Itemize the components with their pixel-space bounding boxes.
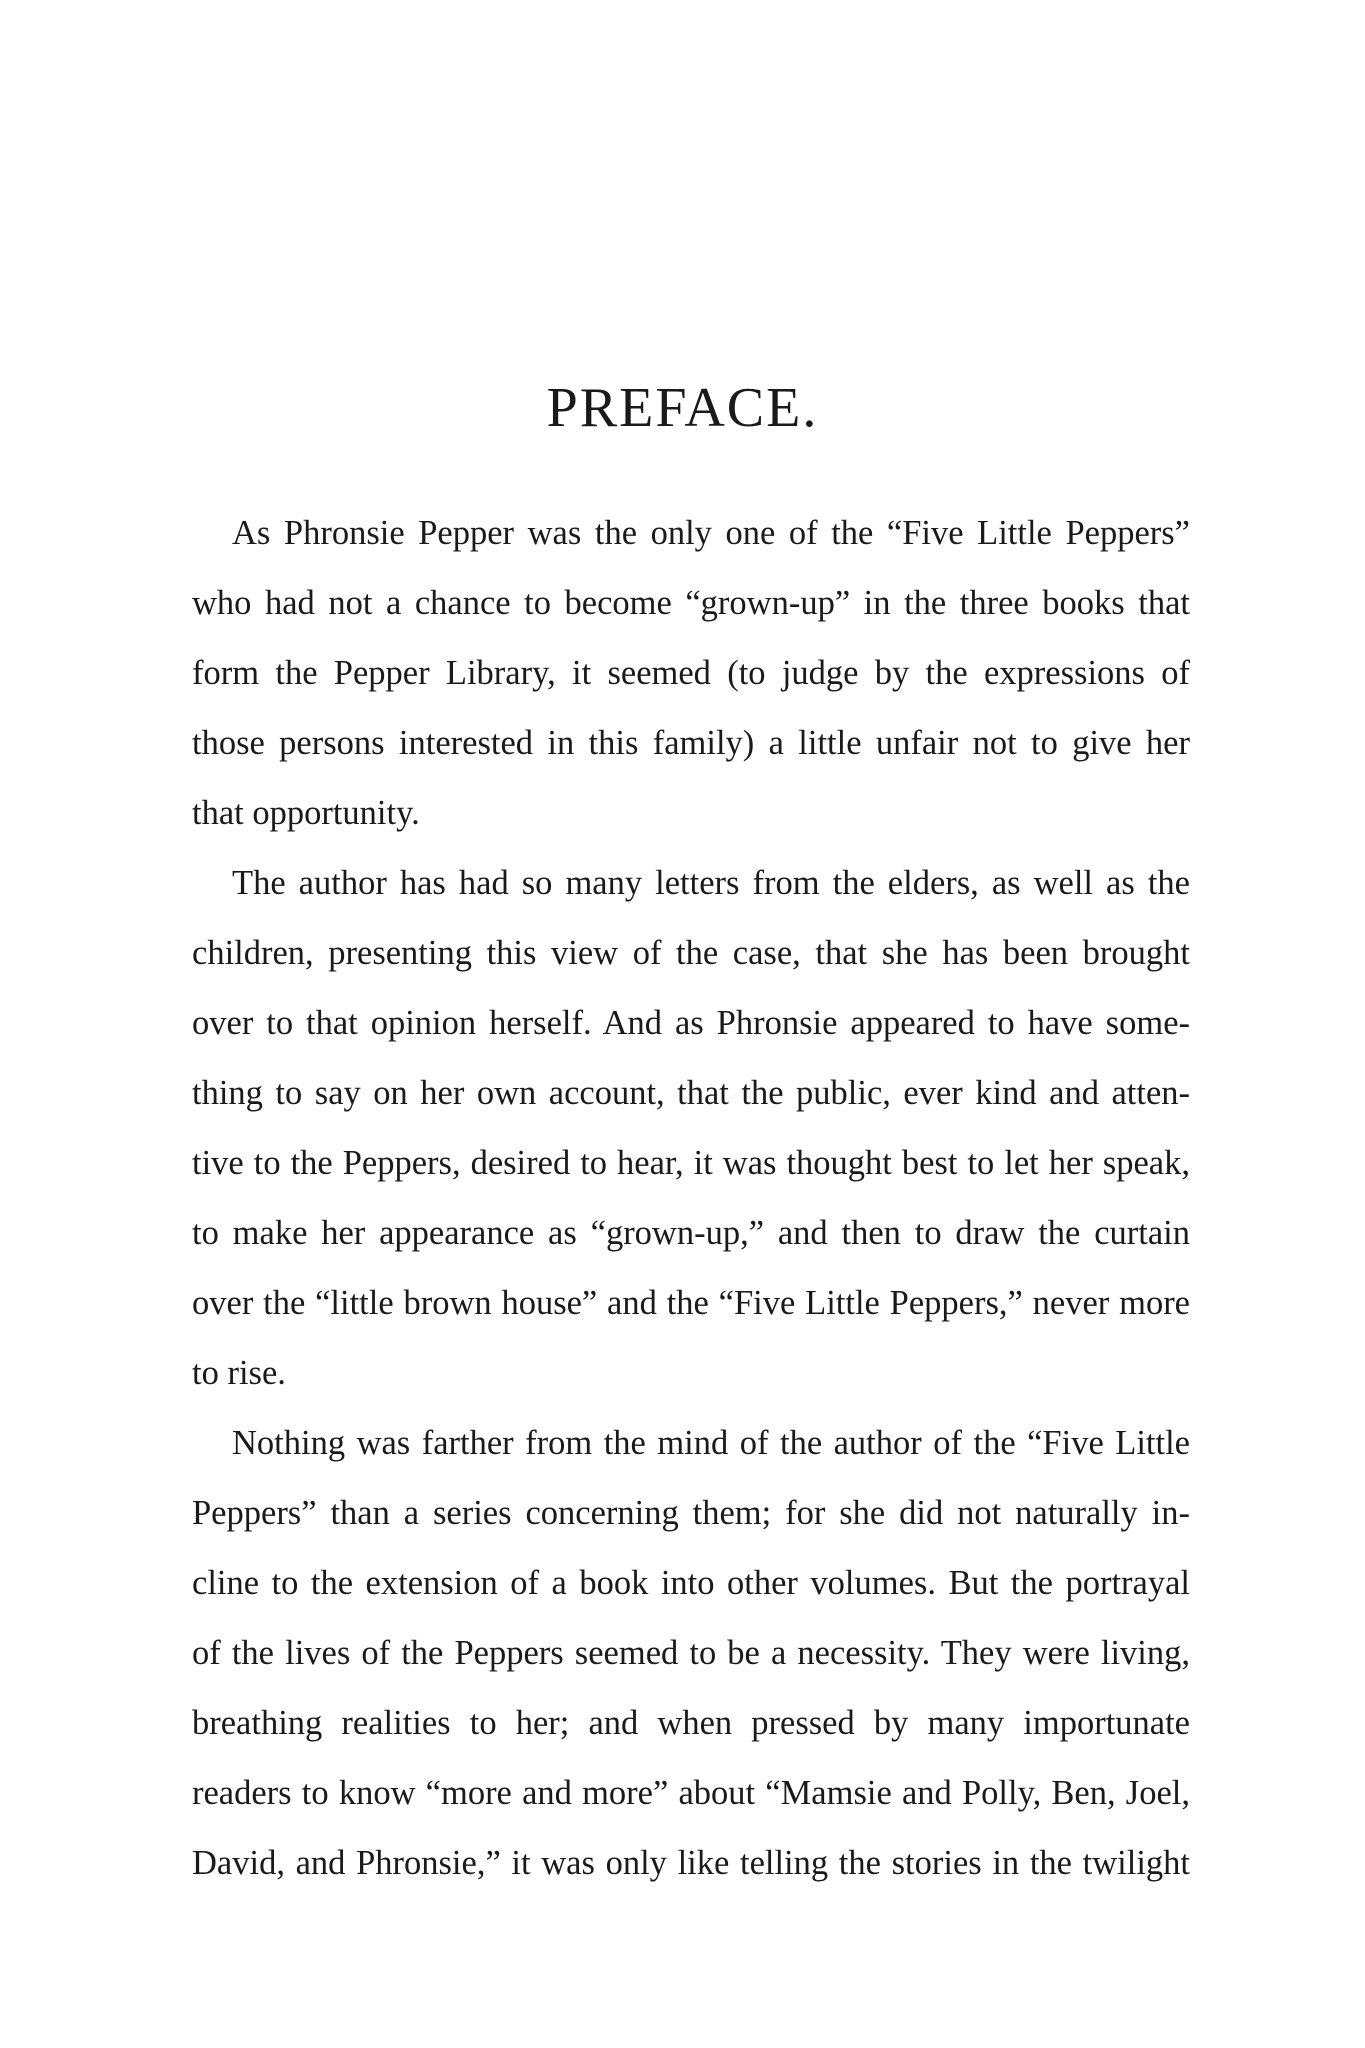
text-line: of the lives of the Peppers seemed to be a necessity. They were living, xyxy=(192,1634,1190,1672)
text-line: Peppers” than a series concerning them; for she did not naturally in- xyxy=(192,1494,1190,1532)
text-line: those persons interested in this family) a little unfair not to give her xyxy=(192,724,1190,762)
preface-body xyxy=(192,498,1190,1898)
text-line: thing to say on her own account, that the public, ever kind and atten- xyxy=(192,1074,1190,1112)
text-line: Nothing was farther from the mind of the author of the “Five Little xyxy=(232,1424,1190,1462)
text-line: David, and Phronsie,” it was only like telling the stories in the twilight xyxy=(192,1844,1190,1882)
text-line: over the “little brown house” and the “Five Little Peppers,” never more xyxy=(192,1284,1190,1322)
text-line: to rise. xyxy=(192,1354,286,1392)
text-line: tive to the Peppers, desired to hear, it was thought best to let her speak, xyxy=(192,1144,1190,1182)
text-line: to make her appearance as “grown-up,” and then to draw the curtain xyxy=(192,1214,1190,1252)
text-line: who had not a chance to become “grown-up” in the three books that xyxy=(192,584,1190,622)
text-line: over to that opinion herself. And as Phronsie appeared to have some- xyxy=(192,1004,1190,1042)
text-line: form the Pepper Library, it seemed (to judge by the expressions of xyxy=(192,654,1190,692)
text-line: The author has had so many letters from the elders, as well as the xyxy=(232,864,1190,902)
text-line: children, presenting this view of the case, that she has been brought xyxy=(192,934,1190,972)
text-line: cline to the extension of a book into other volumes. But the portrayal xyxy=(192,1564,1190,1602)
text-line: As Phronsie Pepper was the only one of the “Five Little Peppers” xyxy=(232,514,1190,552)
page-title: PREFACE. xyxy=(546,377,819,439)
text-line: breathing realities to her; and when pressed by many importunate xyxy=(192,1704,1190,1742)
text-line: that opportunity. xyxy=(192,794,420,832)
text-line: readers to know “more and more” about “Mamsie and Polly, Ben, Joel, xyxy=(192,1774,1190,1812)
